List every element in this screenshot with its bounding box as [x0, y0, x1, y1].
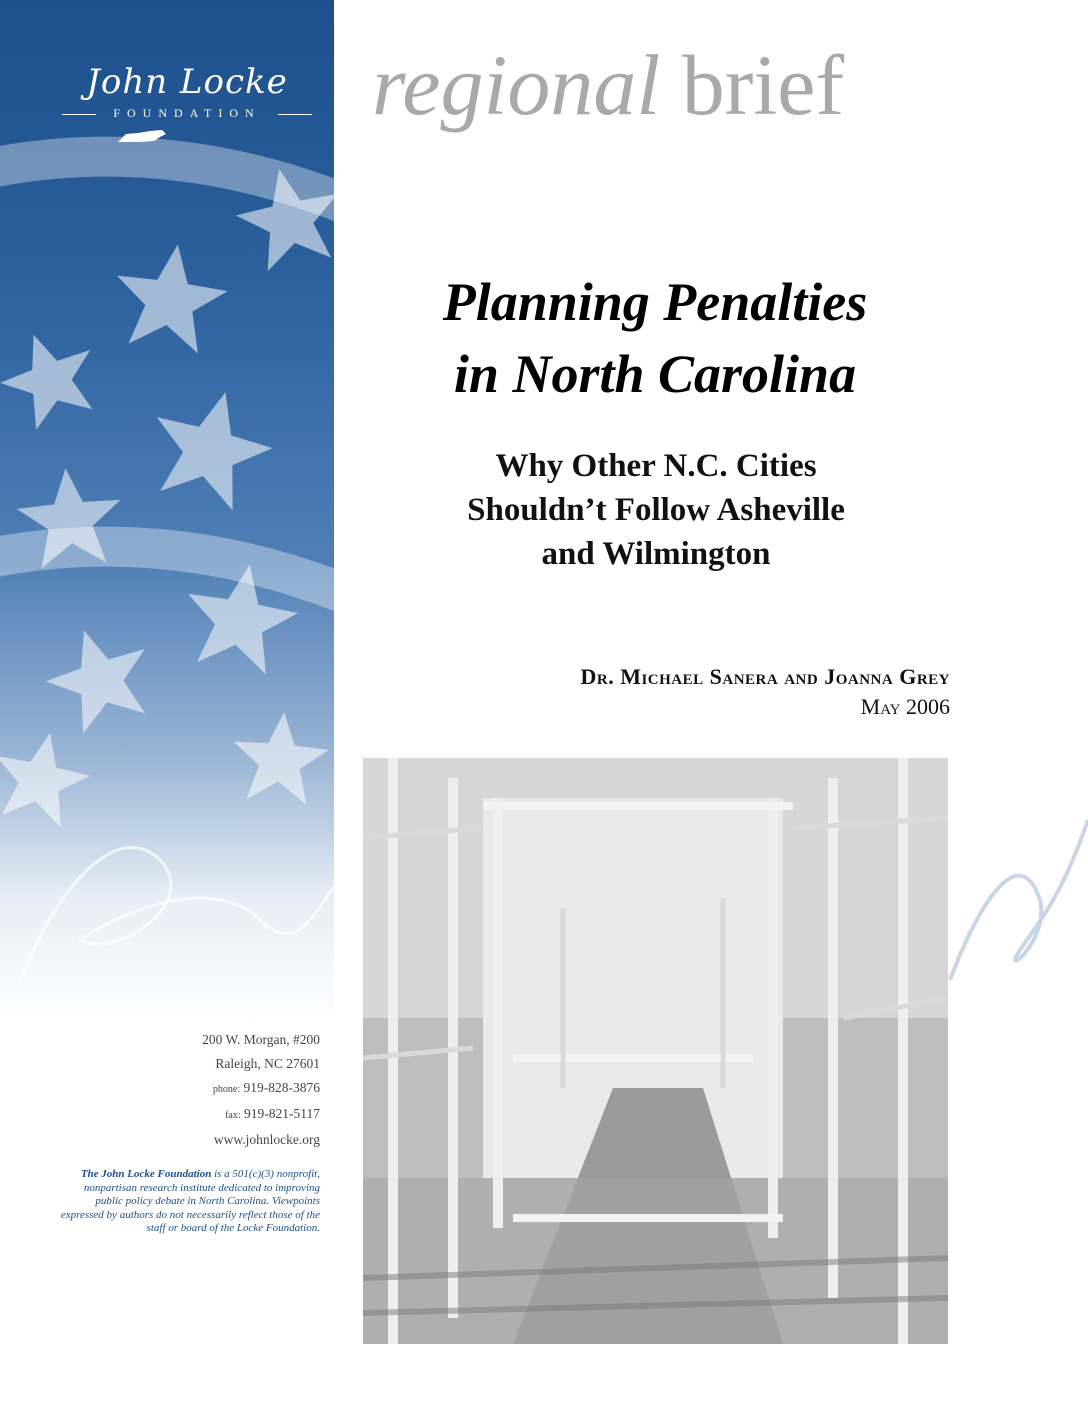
- series-title-plain: brief: [681, 37, 845, 133]
- series-title: [372, 37, 1072, 133]
- report-title-line2: in North Carolina: [453, 344, 857, 404]
- north-carolina-map-icon: [116, 128, 168, 144]
- phone-line: [202, 1076, 320, 1102]
- publication-date: May 2006: [860, 694, 950, 719]
- website-link[interactable]: www.johnlocke.org: [213, 1132, 320, 1147]
- house-framing-photo: [363, 758, 948, 1344]
- series-title-italic: regional: [372, 37, 661, 133]
- foundation-disclaimer-text: is a 501(c)(3) nonprofit, nonpartisan research institute dedicated to improving public policy debate in North Carolina. Viewpoints expressed by authors do not necessarily reflect those of the staff or board of the Locke Foundation.: [60, 1168, 320, 1234]
- foundation-disclaimer: [60, 1168, 320, 1236]
- fax-number: 919-821-5117: [244, 1106, 320, 1121]
- logo-subtext: FOUNDATION: [113, 106, 261, 120]
- report-title: [340, 266, 970, 410]
- address-city: Raleigh, NC 27601: [215, 1056, 320, 1071]
- john-locke-logo[interactable]: [52, 62, 322, 152]
- report-subtitle-line1: Why Other N.C. Cities: [495, 448, 817, 484]
- phone-number: 919-828-3876: [243, 1080, 320, 1095]
- report-subtitle: [356, 444, 956, 576]
- report-title-line1: Planning Penalties: [442, 272, 868, 332]
- fax-label: fax:: [225, 1110, 241, 1121]
- report-subtitle-line2: Shouldn’t Follow Asheville: [467, 492, 845, 528]
- flag-banner: [0, 0, 334, 1020]
- phone-label: phone:: [212, 1084, 241, 1095]
- script-watermark: [940, 780, 1088, 1020]
- report-subtitle-line3: and Wilmington: [541, 536, 771, 572]
- address-street: 200 W. Morgan, #200: [202, 1032, 320, 1047]
- logo-script-text: John Locke: [86, 62, 288, 102]
- fax-line: [202, 1102, 320, 1128]
- contact-block: [202, 1028, 320, 1152]
- authors: Dr. Michael Sanera and Joanna Grey: [580, 664, 950, 689]
- foundation-name: The John Locke Foundation: [80, 1168, 212, 1180]
- flag-stars-graphic: [0, 0, 334, 1020]
